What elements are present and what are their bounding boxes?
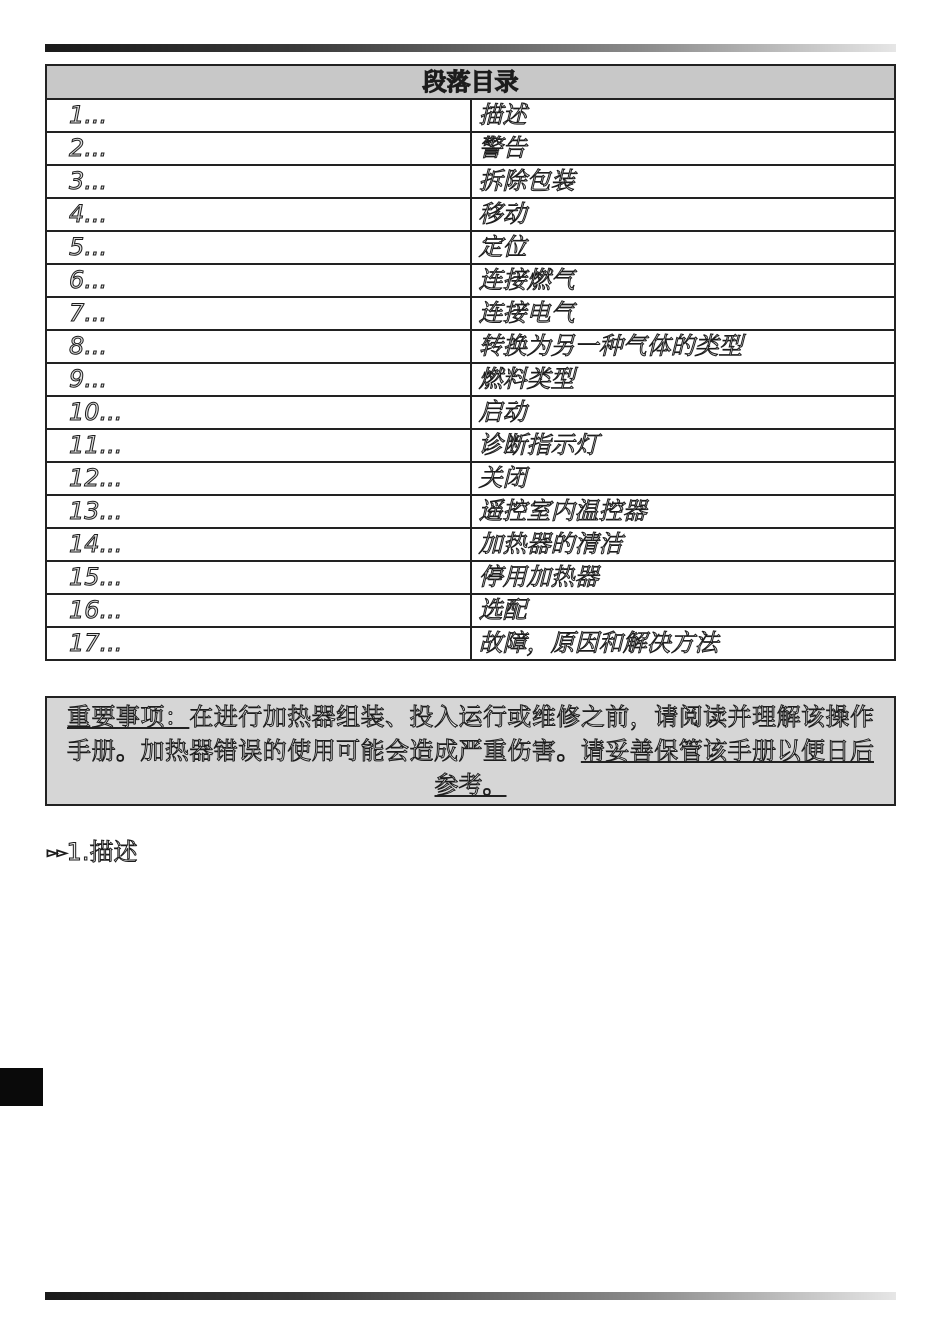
- toc-row: [46, 330, 895, 363]
- toc-row: [46, 396, 895, 429]
- toc-item-title: 故障，原因和解决方法: [471, 627, 896, 660]
- toc-row: [46, 165, 895, 198]
- toc-item-number: 15...: [46, 561, 471, 594]
- double-arrow-icon: ▻▻: [47, 845, 67, 861]
- toc-item-number: 10...: [46, 396, 471, 429]
- top-rule: [45, 44, 896, 52]
- toc-row: [46, 363, 895, 396]
- toc-item-title: 停用加热器: [471, 561, 896, 594]
- section-title: 1.描述: [66, 838, 138, 866]
- toc-heading: 段落目录: [46, 65, 895, 99]
- toc-item-number: 7...: [46, 297, 471, 330]
- toc-row: [46, 627, 895, 660]
- toc-header-row: [46, 65, 895, 99]
- toc-item-title: 遥控室内温控器: [471, 495, 896, 528]
- toc-item-number: 8...: [46, 330, 471, 363]
- toc-row: [46, 198, 895, 231]
- toc-row: [46, 297, 895, 330]
- toc-row: [46, 132, 895, 165]
- toc-item-title: 拆除包装: [471, 165, 896, 198]
- toc-row: [46, 561, 895, 594]
- toc-row: [46, 528, 895, 561]
- toc-body: [46, 99, 895, 660]
- toc-item-number: 6...: [46, 264, 471, 297]
- toc-row: [46, 231, 895, 264]
- toc-item-title: 启动: [471, 396, 896, 429]
- toc-item-number: 4...: [46, 198, 471, 231]
- toc-item-number: 11...: [46, 429, 471, 462]
- toc-row: [46, 99, 895, 132]
- table-of-contents: [45, 64, 896, 661]
- toc-row: [46, 594, 895, 627]
- toc-item-title: 诊断指示灯: [471, 429, 896, 462]
- toc-row: [46, 264, 895, 297]
- toc-item-title: 定位: [471, 231, 896, 264]
- toc-item-number: 16...: [46, 594, 471, 627]
- toc-row: [46, 495, 895, 528]
- toc-item-number: 13...: [46, 495, 471, 528]
- section-heading: [47, 832, 137, 867]
- toc-item-title: 燃料类型: [471, 363, 896, 396]
- important-notice: [45, 696, 896, 806]
- bottom-rule: [45, 1292, 896, 1300]
- toc-item-number: 1...: [46, 99, 471, 132]
- toc-item-number: 5...: [46, 231, 471, 264]
- notice-label: 重要事项：: [67, 703, 190, 731]
- toc-item-title: 关闭: [471, 462, 896, 495]
- toc-item-number: 12...: [46, 462, 471, 495]
- toc-item-title: 移动: [471, 198, 896, 231]
- toc-item-title: 连接燃气: [471, 264, 896, 297]
- toc-item-number: 14...: [46, 528, 471, 561]
- toc-row: [46, 462, 895, 495]
- toc-item-number: 9...: [46, 363, 471, 396]
- toc-item-title: 描述: [471, 99, 896, 132]
- toc-row: [46, 429, 895, 462]
- toc-item-number: 3...: [46, 165, 471, 198]
- notice-body: 在进行加热器组装、投入运行或维修之前，请阅读并理解该操作手册。加热器错误的使用可能会造成严重伤害。: [67, 703, 874, 765]
- page-side-tab: [0, 1068, 43, 1106]
- toc-item-title: 连接电气: [471, 297, 896, 330]
- toc-item-title: 警告: [471, 132, 896, 165]
- toc-item-title: 转换为另一种气体的类型: [471, 330, 896, 363]
- toc-item-title: 加热器的清洁: [471, 528, 896, 561]
- toc-item-number: 17...: [46, 627, 471, 660]
- toc-item-title: 选配: [471, 594, 896, 627]
- notice-closing: 请妥善保管该手册以便日后参考。: [434, 737, 874, 799]
- toc-item-number: 2...: [46, 132, 471, 165]
